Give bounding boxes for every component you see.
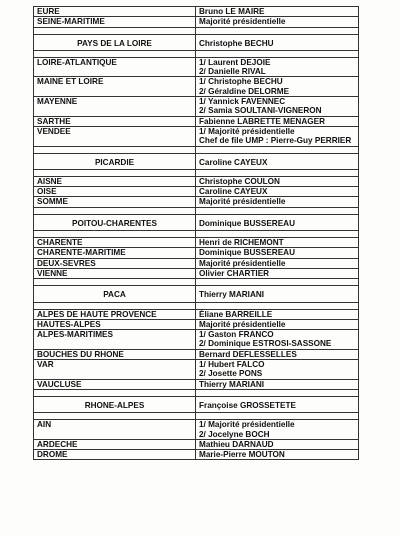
candidate-cell xyxy=(196,57,359,77)
table-row xyxy=(34,330,359,350)
department-name: AISNE xyxy=(34,176,196,186)
candidate-cell xyxy=(196,116,359,126)
spacer-row xyxy=(34,302,359,309)
candidate-cell xyxy=(196,379,359,389)
candidate-name: Caroline CAYEUX xyxy=(199,187,268,197)
candidate-cell xyxy=(196,153,359,169)
department-name: MAYENNE xyxy=(34,97,196,117)
candidate-name: Majorité présidentielle xyxy=(199,17,286,27)
department-name: SEINE-MARITIME xyxy=(34,17,196,27)
region-header-row xyxy=(34,286,359,302)
candidates-table-body xyxy=(34,7,359,460)
candidate-name: 1/ Laurent DEJOIE xyxy=(199,57,271,67)
candidate-cell xyxy=(196,97,359,117)
spacer-row xyxy=(34,27,359,34)
department-name: AIN xyxy=(34,420,196,440)
department-name: HAUTES-ALPES xyxy=(34,319,196,329)
candidate-name: Majorité présidentielle xyxy=(199,319,286,329)
table-row xyxy=(34,248,359,258)
candidate-name: 2/ Jocelyne BOCH xyxy=(199,429,270,439)
candidate-name: Marie-Pierre MOUTON xyxy=(199,450,285,460)
table-row xyxy=(34,7,359,17)
candidate-name: Dominique BUSSEREAU xyxy=(199,248,295,258)
candidate-name: 1/ Majorité présidentielle xyxy=(199,126,295,136)
spacer-cell xyxy=(196,231,359,238)
candidate-cell xyxy=(196,7,359,17)
table-row xyxy=(34,176,359,186)
candidate-name: 1/ Yannick FAVENNEC xyxy=(199,97,286,107)
candidate-name: Dominique BUSSEREAU xyxy=(199,218,295,228)
table-row xyxy=(34,420,359,440)
table-row xyxy=(34,57,359,77)
candidate-name: Thierry MARIANI xyxy=(199,290,265,300)
candidate-cell xyxy=(196,286,359,302)
spacer-row xyxy=(34,231,359,238)
candidate-name: Fabienne LABRETTE MENAGER xyxy=(199,116,326,126)
department-name: BOUCHES DU RHONE xyxy=(34,349,196,359)
department-name: EURE xyxy=(34,7,196,17)
spacer-cell xyxy=(196,413,359,420)
candidate-cell xyxy=(196,258,359,268)
department-name: MAINE ET LOIRE xyxy=(34,77,196,97)
candidate-name: 1/ Gaston FRANCO xyxy=(199,330,274,340)
department-name: VIENNE xyxy=(34,268,196,278)
candidate-name: Éliane BARREILLE xyxy=(199,309,273,319)
spacer-row xyxy=(34,169,359,176)
table-row xyxy=(34,238,359,248)
table-row xyxy=(34,439,359,449)
candidate-cell xyxy=(196,439,359,449)
candidate-name: 1/ Majorité présidentielle xyxy=(199,420,295,430)
spacer-cell xyxy=(196,207,359,214)
spacer-cell xyxy=(34,27,196,34)
region-name: PICARDIE xyxy=(34,153,196,169)
candidate-name: Majorité présidentielle xyxy=(199,258,286,268)
candidate-name: 2/ Dominique ESTROSI-SASSONE xyxy=(199,339,332,349)
table-row xyxy=(34,349,359,359)
spacer-row xyxy=(34,413,359,420)
candidate-cell xyxy=(196,176,359,186)
region-name: RHONE-ALPES xyxy=(34,396,196,412)
candidate-cell xyxy=(196,248,359,258)
candidate-cell xyxy=(196,214,359,230)
spacer-row xyxy=(34,389,359,396)
department-name: OISE xyxy=(34,187,196,197)
table-row xyxy=(34,268,359,278)
candidate-name: 2/ Géraldine DELORME xyxy=(199,86,290,96)
spacer-cell xyxy=(196,146,359,153)
candidate-cell xyxy=(196,268,359,278)
region-name: PAYS DE LA LOIRE xyxy=(34,34,196,50)
department-name: ARDECHE xyxy=(34,439,196,449)
department-name: ALPES DE HAUTE PROVENCE xyxy=(34,309,196,319)
table-row xyxy=(34,97,359,117)
spacer-cell xyxy=(34,169,196,176)
spacer-cell xyxy=(34,146,196,153)
table-row xyxy=(34,187,359,197)
candidate-name: Olivier CHARTIER xyxy=(199,268,270,278)
candidate-cell xyxy=(196,450,359,460)
spacer-cell xyxy=(34,279,196,286)
spacer-cell xyxy=(34,413,196,420)
department-name: SARTHE xyxy=(34,116,196,126)
candidate-name: Françoise GROSSETETE xyxy=(199,400,296,410)
candidate-cell xyxy=(196,187,359,197)
candidate-cell xyxy=(196,309,359,319)
candidate-cell xyxy=(196,17,359,27)
candidate-name: 2/ Josette PONS xyxy=(199,369,263,379)
spacer-cell xyxy=(196,169,359,176)
department-name: VAR xyxy=(34,360,196,380)
region-header-row xyxy=(34,214,359,230)
candidate-cell xyxy=(196,238,359,248)
spacer-cell xyxy=(34,389,196,396)
region-name: POITOU-CHARENTES xyxy=(34,214,196,230)
candidate-name: 2/ Samia SOULTANI-VIGNERON xyxy=(199,106,322,116)
spacer-cell xyxy=(196,389,359,396)
candidate-name: 1/ Hubert FALCO xyxy=(199,360,265,370)
table-row xyxy=(34,116,359,126)
region-name: PACA xyxy=(34,286,196,302)
department-name: VENDEE xyxy=(34,126,196,146)
department-name: VAUCLUSE xyxy=(34,379,196,389)
candidate-name: Majorité présidentielle xyxy=(199,197,286,207)
spacer-row xyxy=(34,146,359,153)
table-row xyxy=(34,258,359,268)
table-row xyxy=(34,309,359,319)
candidate-cell xyxy=(196,126,359,146)
table-row xyxy=(34,360,359,380)
spacer-cell xyxy=(196,50,359,57)
spacer-cell xyxy=(34,207,196,214)
candidate-name: Christophe COULON xyxy=(199,176,280,186)
candidate-name: Chef de file UMP : Pierre-Guy PERRIER xyxy=(199,136,352,146)
candidate-name: 2/ Danielle RIVAL xyxy=(199,67,266,77)
department-name: CHARENTE-MARITIME xyxy=(34,248,196,258)
spacer-cell xyxy=(196,27,359,34)
spacer-cell xyxy=(196,279,359,286)
candidate-cell xyxy=(196,77,359,97)
candidate-cell xyxy=(196,420,359,440)
spacer-row xyxy=(34,207,359,214)
department-name: SOMME xyxy=(34,197,196,207)
candidate-cell xyxy=(196,330,359,350)
candidate-cell xyxy=(196,360,359,380)
candidate-cell xyxy=(196,319,359,329)
department-name: DROME xyxy=(34,450,196,460)
spacer-cell xyxy=(196,302,359,309)
candidate-name: Caroline CAYEUX xyxy=(199,157,268,167)
candidate-name: Mathieu DARNAUD xyxy=(199,439,274,449)
region-header-row xyxy=(34,34,359,50)
department-name: ALPES-MARITIMES xyxy=(34,330,196,350)
candidate-name: Thierry MARIANI xyxy=(199,379,265,389)
candidate-name: Bruno LE MAIRE xyxy=(199,7,265,16)
table-row xyxy=(34,379,359,389)
department-name: CHARENTE xyxy=(34,238,196,248)
spacer-cell xyxy=(34,302,196,309)
region-header-row xyxy=(34,396,359,412)
candidate-name: Christophe BECHU xyxy=(199,38,274,48)
department-name: DEUX-SEVRES xyxy=(34,258,196,268)
candidate-cell xyxy=(196,396,359,412)
department-name: LOIRE-ATLANTIQUE xyxy=(34,57,196,77)
table-row xyxy=(34,197,359,207)
spacer-row xyxy=(34,50,359,57)
candidate-name: 1/ Christophe BECHU xyxy=(199,77,283,87)
table-row xyxy=(34,126,359,146)
candidate-cell xyxy=(196,197,359,207)
spacer-row xyxy=(34,279,359,286)
table-row xyxy=(34,17,359,27)
table-row xyxy=(34,319,359,329)
candidate-name: Henri de RICHEMONT xyxy=(199,238,284,248)
candidates-table xyxy=(33,6,359,460)
table-row xyxy=(34,450,359,460)
candidate-cell xyxy=(196,34,359,50)
candidate-cell xyxy=(196,349,359,359)
spacer-cell xyxy=(34,50,196,57)
table-row xyxy=(34,77,359,97)
candidate-name: Bernard DEFLESSELLES xyxy=(199,349,297,359)
region-header-row xyxy=(34,153,359,169)
spacer-cell xyxy=(34,231,196,238)
